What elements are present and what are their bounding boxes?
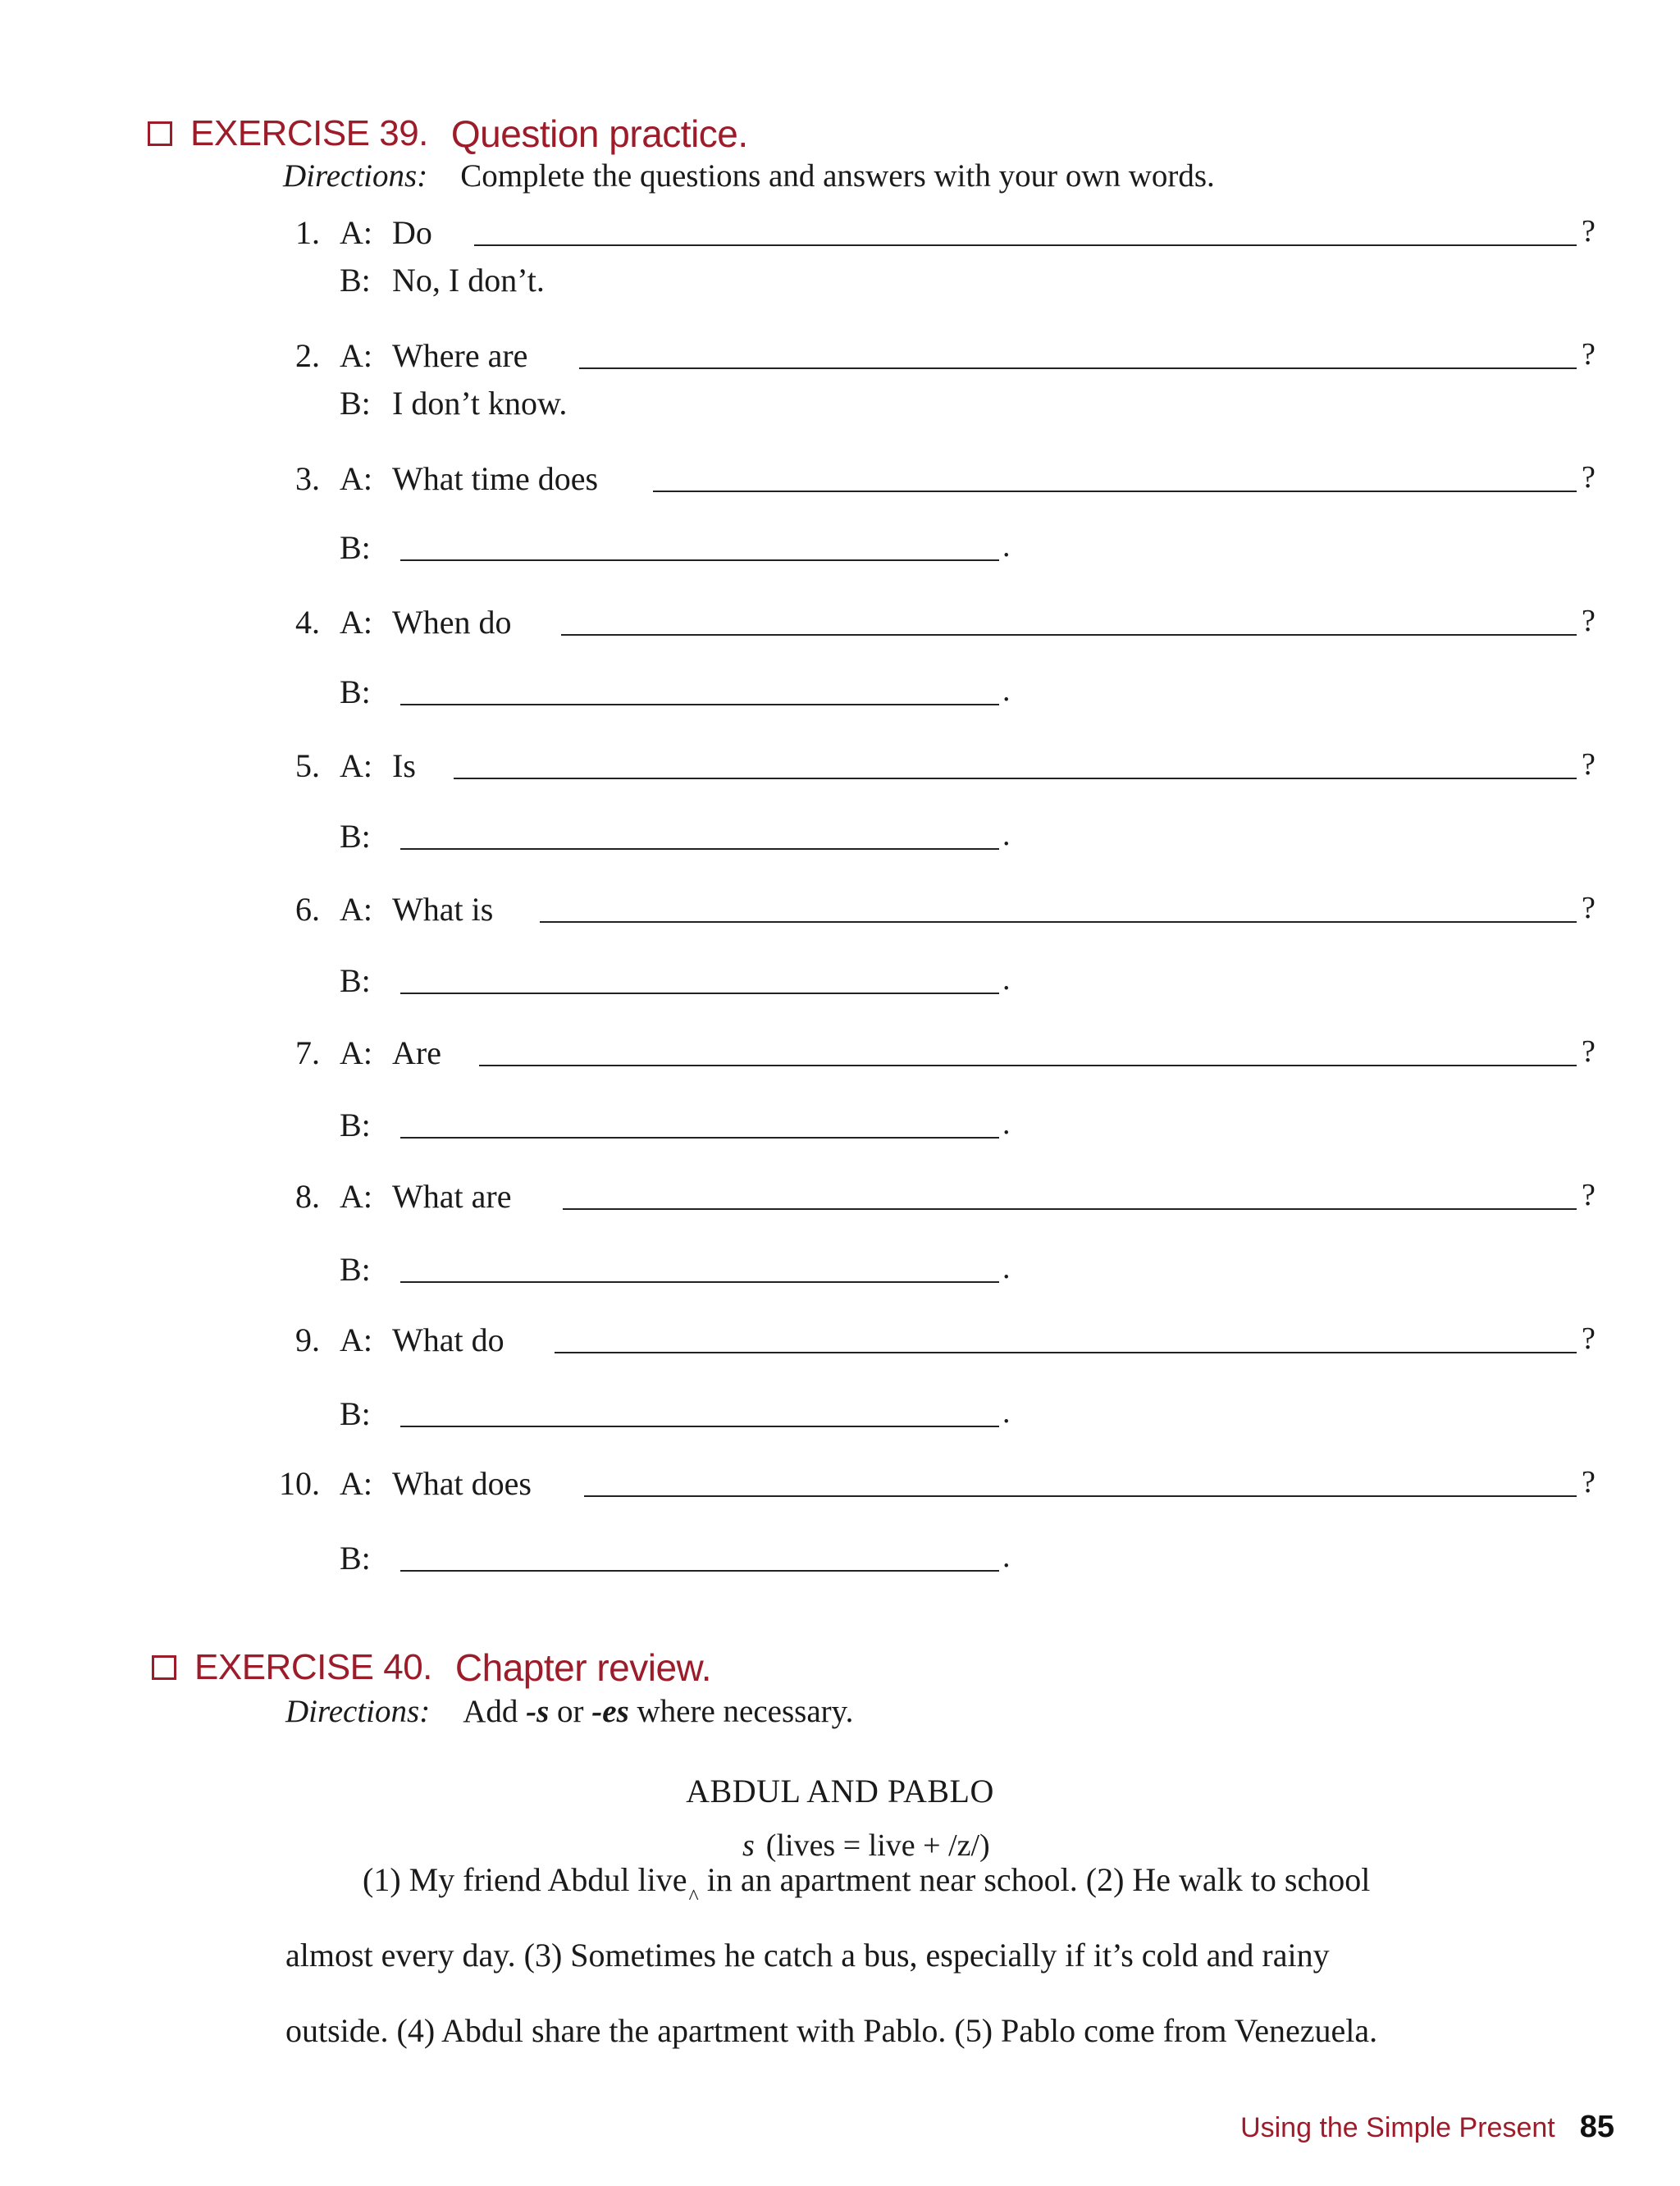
exercise-40-heading (152, 1645, 711, 1690)
question-row (0, 603, 1680, 652)
period-mark: . (1002, 1395, 1011, 1430)
speaker-a-label: A: (340, 214, 372, 251)
period-mark: . (1002, 1107, 1011, 1141)
speaker-b-label: B: (340, 529, 371, 566)
answer-blank[interactable] (400, 1570, 999, 1572)
directions-label: Directions: (283, 158, 428, 194)
question-mark: ? (1582, 460, 1596, 495)
question-stem: Are (392, 1034, 441, 1071)
period-mark: . (1002, 962, 1011, 997)
question-stem: When do (392, 604, 512, 641)
exercise-40-directions (285, 1693, 853, 1730)
answer-row (0, 673, 1680, 722)
answer-blank[interactable] (479, 1065, 1577, 1066)
question-mark: ? (1582, 1178, 1596, 1212)
page-footer (1240, 2110, 1614, 2145)
answer-blank[interactable] (454, 778, 1577, 779)
insertion-example (742, 1828, 990, 1864)
item-number: 8. (295, 1178, 320, 1215)
story-title: ABDUL AND PABLO (686, 1773, 994, 1809)
question-mark: ? (1582, 1321, 1596, 1356)
item-number: 2. (295, 337, 320, 374)
speaker-b-label: B: (340, 1540, 371, 1577)
caret-mark: ^ (688, 1885, 699, 1909)
question-stem: What is (392, 891, 494, 928)
question-row (0, 890, 1680, 939)
exercise-39-directions (283, 157, 1215, 194)
question-stem: What are (392, 1178, 512, 1215)
speaker-a-label: A: (340, 460, 372, 497)
answer-row (0, 961, 1680, 1011)
question-mark: ? (1582, 337, 1596, 372)
answer-row (0, 384, 1680, 433)
speaker-a-label: A: (340, 1321, 372, 1358)
answer-blank[interactable] (474, 244, 1577, 246)
answer-text: I don’t know. (392, 385, 568, 422)
answer-blank[interactable] (400, 1426, 999, 1427)
story-line-1 (363, 1860, 1371, 1909)
item-number: 1. (295, 214, 320, 251)
item-number: 3. (295, 460, 320, 497)
page-number: 85 (1579, 2110, 1614, 2144)
answer-row (0, 261, 1680, 310)
period-mark: . (1002, 818, 1011, 852)
question-stem: Where are (392, 337, 528, 374)
answer-blank[interactable] (653, 491, 1577, 492)
exercise-number: EXERCISE 39. (190, 113, 428, 153)
story-text: (1) My friend Abdul live (363, 1861, 687, 1898)
question-row (0, 1034, 1680, 1083)
answer-blank[interactable] (579, 367, 1577, 369)
exercise-number: EXERCISE 40. (194, 1647, 432, 1687)
speaker-a-label: A: (340, 891, 372, 928)
question-mark: ? (1582, 604, 1596, 638)
item-number: 9. (295, 1321, 320, 1358)
speaker-a-label: A: (340, 747, 372, 784)
speaker-b-label: B: (340, 385, 371, 422)
answer-row (0, 1250, 1680, 1299)
answer-row (0, 1394, 1680, 1444)
speaker-b-label: B: (340, 673, 371, 710)
speaker-b-label: B: (340, 962, 371, 999)
answer-blank[interactable] (561, 634, 1577, 636)
speaker-b-label: B: (340, 1395, 371, 1432)
answer-blank[interactable] (555, 1352, 1577, 1353)
story-line-2: almost every day. (3) Sometimes he catch a bus, especially if it’s cold and rainy (285, 1937, 1330, 1974)
answer-blank[interactable] (400, 848, 999, 850)
answer-blank[interactable] (540, 921, 1577, 923)
question-row (0, 336, 1680, 386)
question-stem: What time does (392, 460, 599, 497)
directions-text: Add (463, 1694, 527, 1729)
speaker-a-label: A: (340, 1034, 372, 1071)
answer-blank[interactable] (584, 1495, 1577, 1497)
answer-blank[interactable] (400, 993, 999, 994)
chapter-title: Using the Simple Present (1240, 2112, 1555, 2143)
answer-text: No, I don’t. (392, 262, 545, 299)
answer-blank[interactable] (400, 559, 999, 561)
suffix-es: -es (591, 1694, 629, 1729)
speaker-a-label: A: (340, 1465, 372, 1502)
item-number: 6. (295, 891, 320, 928)
question-mark: ? (1582, 891, 1596, 925)
item-number: 7. (295, 1034, 320, 1071)
suffix-s: -s (526, 1694, 550, 1729)
period-mark: . (1002, 1540, 1011, 1574)
question-stem: Is (392, 747, 416, 784)
question-row (0, 746, 1680, 796)
question-row (0, 1321, 1680, 1370)
question-stem: What do (392, 1321, 504, 1358)
answer-row (0, 1539, 1680, 1588)
inserted-letter: s (742, 1828, 755, 1863)
answer-blank[interactable] (563, 1208, 1577, 1210)
answer-row (0, 817, 1680, 866)
directions-text: Complete the questions and answers with your own words. (460, 158, 1215, 194)
question-mark: ? (1582, 214, 1596, 249)
question-mark: ? (1582, 747, 1596, 782)
period-mark: . (1002, 529, 1011, 564)
question-row (0, 1464, 1680, 1513)
question-row (0, 1177, 1680, 1226)
question-row (0, 213, 1680, 262)
answer-row (0, 1106, 1680, 1155)
speaker-b-label: B: (340, 1251, 371, 1288)
story-line-3: outside. (4) Abdul share the apartment with Pablo. (5) Pablo come from Venezuela. (285, 2012, 1378, 2049)
question-mark: ? (1582, 1034, 1596, 1069)
speaker-b-label: B: (340, 818, 371, 855)
answer-blank[interactable] (400, 704, 999, 705)
answer-blank[interactable] (400, 1137, 999, 1139)
question-mark: ? (1582, 1465, 1596, 1499)
directions-text: where necessary. (628, 1694, 854, 1729)
speaker-a-label: A: (340, 1178, 372, 1215)
story-text: in an apartment near school. (2) He walk to school (698, 1861, 1371, 1898)
directions-text: or (549, 1694, 592, 1729)
question-stem: What does (392, 1465, 532, 1502)
exercise-39-heading (148, 112, 748, 156)
directions-label: Directions: (285, 1694, 431, 1729)
period-mark: . (1002, 673, 1011, 708)
question-row (0, 459, 1680, 509)
answer-blank[interactable] (400, 1281, 999, 1283)
speaker-a-label: A: (340, 337, 372, 374)
insertion-note: (lives = live + /z/) (765, 1828, 990, 1863)
speaker-a-label: A: (340, 604, 372, 641)
checkbox-icon[interactable] (152, 1655, 176, 1680)
speaker-b-label: B: (340, 262, 371, 299)
item-number: 5. (295, 747, 320, 784)
answer-row (0, 528, 1680, 577)
exercise-title: Chapter review. (454, 1646, 712, 1689)
period-mark: . (1002, 1251, 1011, 1285)
speaker-b-label: B: (340, 1107, 371, 1143)
checkbox-icon[interactable] (148, 121, 172, 146)
item-number: 10. (279, 1465, 320, 1502)
question-stem: Do (392, 214, 432, 251)
exercise-title: Question practice. (450, 112, 748, 155)
item-number: 4. (295, 604, 320, 641)
